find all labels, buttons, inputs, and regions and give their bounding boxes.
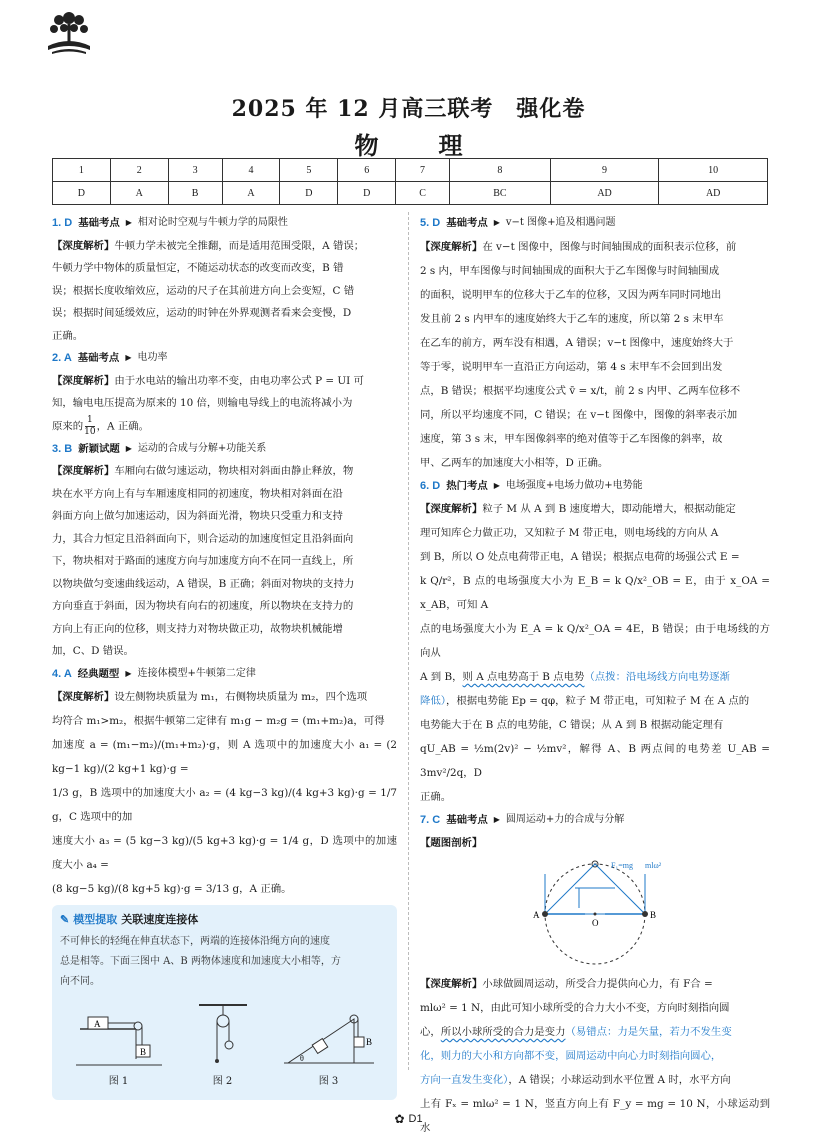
model-box-body: 不可伸长的轻绳在伸直状态下，两端的连接体沿绳方向的速度 总是相等。下面三图中 A、B 两物体速度和加速度大小相等，方 向不同。	[60, 935, 341, 987]
q1-body: 【深度解析】牛顿力学未被完全推翻，而是适用范围受限，A 错误； 牛顿力学中物体的质量恒定，不随运动状态的改变而改变，B 错 误；根据长度收缩效应，运动的尺子在其前进方向上会变短，C 错 误；根据时间延缓效应，运动的时钟在外界观测者看来会变慢，D 正确。	[52, 239, 365, 342]
answer-table	[52, 158, 768, 205]
answer-key: D	[338, 182, 396, 205]
q4-body: 【深度解析】设左侧物块质量为 m₁，右侧物块质量为 m₂，四个选项 均符合 m₁>m₂，根据牛顿第二定律有 m₁g − m₂g = (m₁+m₂)a，可得 加速度 a = (m₁−m₂)/(m₁+m₂)·g，则 A 选项中的加速度大小 a₁ = (2 kg−1 kg)/(2 kg+1 kg)·g = 1/3 g，B 选项中的加速度大小 a₂ = (4 kg−3 kg)/(4 kg+3 kg)·g = 1/7 g，C 选项中的加 速度大小 a₃ = (5 kg−3 kg)/(5 kg+3 kg)·g = 1/4 g，D 选项中的加速度大小 a₄ = (8 kg−5 kg)/(8 kg+5 kg)·g = 3/13 g，A 正确。	[52, 691, 397, 895]
q3-header	[52, 438, 397, 461]
q5-tag: 基础考点	[446, 217, 488, 229]
q3-number: 3. B	[52, 442, 73, 455]
answer-number: 4	[222, 159, 280, 182]
arrow-icon: ▶	[493, 218, 500, 227]
model-box	[52, 905, 397, 1100]
q6-tag: 热门考点	[446, 479, 488, 492]
answer-number: 10	[659, 159, 768, 182]
logo-icon	[44, 6, 94, 58]
answer-number: 6	[338, 159, 396, 182]
answer-key-row	[53, 182, 768, 205]
q2-topic: 电功率	[137, 352, 168, 363]
q2-body: 【深度解析】由于水电站的输出功率不变，由电功率公式 P = UI 可 知，输电电压提高为原来的 10 倍，则输电导线上的电流将减小为 原来的 $\frac{1}{10}$ ，A 正确。	[52, 374, 364, 437]
answer-key: A	[110, 182, 168, 205]
label-a: A	[93, 1019, 100, 1029]
arrow-icon: ▶	[125, 668, 132, 678]
subject-title: 物 理	[354, 131, 481, 160]
figure-3	[284, 1007, 374, 1094]
q7-header	[420, 809, 770, 832]
circular-motion-diagram	[495, 854, 695, 972]
answer-number: 2	[110, 159, 168, 182]
left-column	[52, 212, 397, 1100]
q4-header	[52, 663, 397, 686]
q5-topic: v−t 图像+追及相遇问题	[505, 217, 616, 228]
answer-key: D	[280, 182, 338, 205]
q7-tag: 基础考点	[446, 814, 488, 826]
model-box-title: ✎ 模型提取 关联速度连接体	[60, 909, 389, 932]
point-o-label: O	[592, 918, 599, 928]
answer-key: B	[168, 182, 222, 205]
point-b-label: B	[650, 910, 657, 920]
answer-number: 1	[53, 159, 111, 182]
incline-diagram	[284, 1007, 374, 1071]
answer-number: 9	[550, 159, 659, 182]
q6-body: 【深度解析】粒子 M 从 A 到 B 速度增大，即动能增大，根据动能定 理可知库仑力做正功，又知粒子 M 带正电，则电场线的方向从 A 到 B，所以 O 处点电荷带正电，A 错误；根据点电荷的场强公式 E = k Q/r²，B 点的电场强度大小为 E_B = k Q/x²_OB = E，由于 x_OA = x_AB，可知 A 点的电场强度大小为 E_A = k Q/x²_OA = 4E，B 错误；由于电场线的方向从 A 到 B，则 A 点电势高于 B 点电势（点拨：沿电场线方向电势逐渐 降低），根据电势能 Ep = qφ，粒子 M 带正电，可知粒子 M 在 A 点的 电势能大于在 B 点的电势能，C 错误；从 A 到 B 根据动能定理有 qU_AB = ½m(2v)² − ½mv²，解得 A、B 两点间的电势差 U_AB = 3mv²/2q，D 正确。	[420, 503, 770, 803]
point-a-label: A	[533, 910, 540, 920]
column-divider	[408, 212, 409, 1070]
pulley-ceiling-diagram	[193, 1001, 253, 1071]
q2-header	[52, 347, 397, 370]
q1-number: 1. D	[52, 217, 73, 229]
page-number: D1	[408, 1113, 423, 1125]
q5-number: 5. D	[420, 217, 441, 229]
answer-key: C	[396, 182, 450, 205]
q7-body: 【深度解析】小球做圆周运动，所受合力提供向心力，有 F合 = mlω² = 1 N，由此可知小球所受的合力大小不变，方向时刻指向圆 心，所以小球所受的合力是变力（易错点：力是矢量，若力不发生变 化，则力的大小和方向都不变，圆周运动中向心力时刻指向圆心， 方向一直发生变化），A 错误；小球运动到水平位置 A 时，水平方向 上有 Fₓ = mlω² = 1 N，竖直方向上有 F_y = mg = 10 N，小球运动到水	[420, 978, 770, 1134]
answer-key: BC	[450, 182, 551, 205]
q7-figure-label: 【题图剖析】	[420, 836, 483, 849]
force-label-2: mlω²	[645, 861, 662, 870]
arrow-icon: ▶	[493, 815, 500, 824]
answer-key: D	[53, 182, 111, 205]
arrow-icon: ▶	[493, 480, 500, 490]
q2-number: 2. A	[52, 352, 72, 364]
arrow-icon: ▶	[125, 353, 132, 362]
figure-1	[76, 1009, 162, 1094]
q1-topic: 相对论时空观与牛顿力学的局限性	[137, 217, 288, 228]
page-title: 2025 年 12 月高三联考 强化卷	[231, 96, 586, 122]
label-b: B	[139, 1047, 146, 1057]
figure-1-caption: 图 1	[108, 1076, 129, 1087]
q1-header	[52, 212, 397, 235]
right-column	[420, 212, 770, 1138]
q3-body: 【深度解析】车厢向右做匀速运动，物块相对斜面由静止释放，物 块在水平方向上有与车厢速度相同的初速度，物块相对斜面在沿 斜面方向上做匀加速运动，因为斜面光滑，物块只受重力和支持 力，其合力恒定且沿斜面向下，则合运动的加速度恒定且沿斜面向 下，物块相对于路面的速度方向与加速度方向不在同一直线上，所 以物块做匀变速曲线运动，A 错误，B 正确；斜面对物块的支持力 方向垂直于斜面，因为物块有向右的初速度，所以物块在支持力的 方向上有正向的位移，则支持力对物块做正功，故物块机械能增 加，C、D 错误。	[52, 465, 355, 657]
figure-3-caption: 图 3	[318, 1076, 339, 1087]
figure-2	[193, 1001, 253, 1094]
q6-topic: 电场强度+电场力做功+电势能	[505, 479, 643, 491]
answer-number-row	[53, 159, 768, 182]
pencil-icon: ✎	[60, 914, 70, 926]
q4-tag: 经典题型	[77, 667, 120, 680]
q3-topic: 运动的合成与分解+功能关系	[137, 442, 267, 454]
q6-header	[420, 475, 770, 498]
answer-number: 3	[168, 159, 222, 182]
fraction: $\frac{1}{10}$	[84, 414, 96, 437]
force-label-1: F₁=mg	[611, 861, 633, 870]
q4-topic: 连接体模型+牛顿第二定律	[137, 667, 256, 679]
answer-key: AD	[550, 182, 659, 205]
model-figures	[60, 994, 389, 1094]
q7-figure	[420, 854, 770, 972]
label-theta: θ	[299, 1054, 304, 1063]
q1-tag: 基础考点	[78, 217, 120, 229]
q5-body: 【深度解析】在 v−t 图像中，图像与时间轴围成的面积表示位移，前 2 s 内，甲车图像与时间轴围成的面积大于乙车图像与时间轴围成 的面积，说明甲车的位移大于乙车的位移，又因为两车同时同地出 发且前 2 s 内甲车的速度始终大于乙车的速度，所以第 2 s 末甲车 在乙车的前方，两车没有相遇，A 错误；v−t 图像中，速度始终大于 等于零，说明甲车一直沿正方向运动，第 4 s 末甲车不会回到出发 点，B 错误；根据平均速度公式 v̄ = x/t，前 2 s 内甲、乙两车位移不 同，所以平均速度不同，C 错误；在 v−t 图像中，图像的斜率表示加 速度，第 3 s 末，甲车图像斜率的绝对值等于乙车图像的斜率，故 甲、乙两车的加速度大小相等，D 正确。	[420, 240, 741, 469]
q3-tag: 新颖试题	[78, 442, 120, 455]
page-footer	[0, 1112, 817, 1126]
answer-number: 8	[450, 159, 551, 182]
q6-number: 6. D	[420, 479, 441, 492]
q5-header	[420, 212, 770, 235]
answer-number: 5	[280, 159, 338, 182]
figure-2-caption: 图 2	[212, 1076, 233, 1087]
answer-number: 7	[396, 159, 450, 182]
q7-number: 7. C	[420, 814, 441, 826]
label-b: B	[365, 1037, 372, 1047]
q4-number: 4. A	[52, 667, 72, 680]
footer-logo-icon: ✿	[394, 1112, 405, 1126]
pulley-table-diagram	[76, 1009, 162, 1071]
q7-topic: 圆周运动+力的合成与分解	[505, 814, 625, 825]
answer-key: AD	[659, 182, 768, 205]
answer-key: A	[222, 182, 280, 205]
arrow-icon: ▶	[125, 443, 132, 453]
q2-tag: 基础考点	[77, 352, 120, 364]
arrow-icon: ▶	[125, 218, 132, 227]
